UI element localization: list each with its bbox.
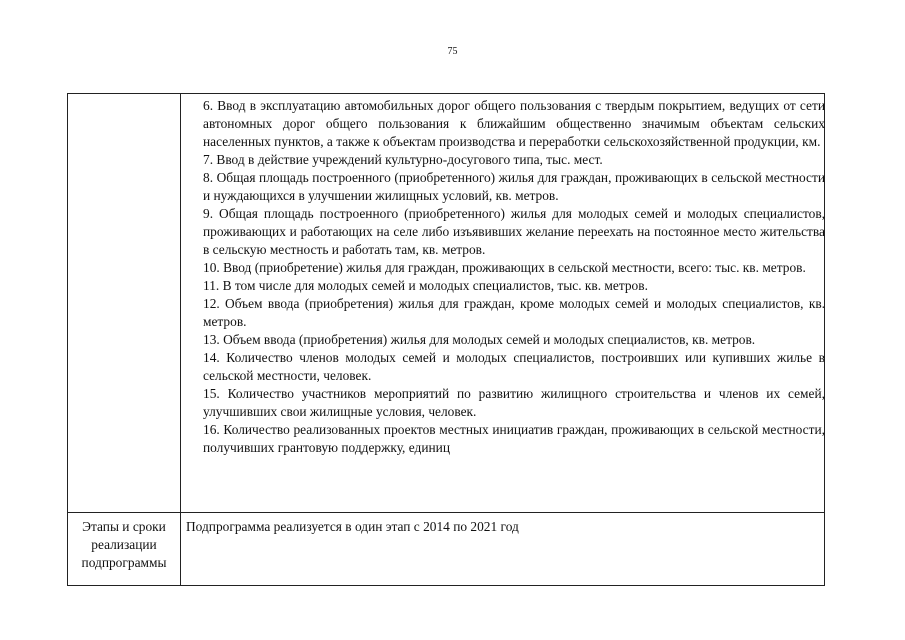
stages-label-cell: Этапы и сроки реализации подпрограммы (81, 519, 167, 570)
indicator-item-11: 11. В том числе для молодых семей и молодых специалистов, тыс. кв. метров. (203, 278, 648, 293)
target-indicators-list (203, 97, 825, 457)
indicator-item-7: 7. Ввод в действие учреждений культурно-досугового типа, тыс. мест. (203, 152, 603, 167)
stages-value-cell: Подпрограмма реализуется в один этап с 2014 по 2021 год (186, 519, 519, 534)
indicator-item-9: 9. Общая площадь построенного (приобретенного) жилья для молодых семей и молодых специалистов, проживающих и работающих на селе либо изъявивших желание переехать на постоянное место жительства в сельскую местность и работать там, кв. метров. (203, 206, 825, 257)
indicator-item-6: 6. Ввод в эксплуатацию автомобильных дорог общего пользования с твердым покрытием, ведущих от сети автономных дорог общего пользования к ближайшим общественно значимым объектам сельских населенных пунктов, а также к объектам производства и переработки сельскохозяйственной продукции, км. (203, 98, 825, 149)
indicator-item-13: 13. Объем ввода (приобретения) жилья для молодых семей и молодых специалистов, кв. метров. (203, 332, 756, 347)
indicator-item-8: 8. Общая площадь построенного (приобретенного) жилья для граждан, проживающих в сельской местности и нуждающихся в улучшении жилищных условий, кв. метров. (203, 170, 825, 203)
row-divider (68, 512, 824, 513)
indicator-item-12: 12. Объем ввода (приобретения) жилья для граждан, кроме молодых семей и молодых специалистов, кв. метров. (203, 296, 825, 329)
indicator-item-10: 10. Ввод (приобретение) жилья для граждан, проживающих в сельской местности, всего: тыс. кв. метров. (203, 260, 806, 275)
subprogram-passport-table (67, 93, 825, 586)
indicator-item-16: 16. Количество реализованных проектов местных инициатив граждан, проживающих в сельской местности, получивших грантовую поддержку, единиц (203, 422, 825, 455)
indicator-item-14: 14. Количество членов молодых семей и молодых специалистов, построивших или купивших жилье в сельской местности, человек. (203, 350, 825, 383)
indicator-item-15: 15. Количество участников мероприятий по развитию жилищного строительства и членов их семей, улучшивших свои жилищные условия, человек. (203, 386, 825, 419)
page-number: 75 (447, 46, 458, 57)
